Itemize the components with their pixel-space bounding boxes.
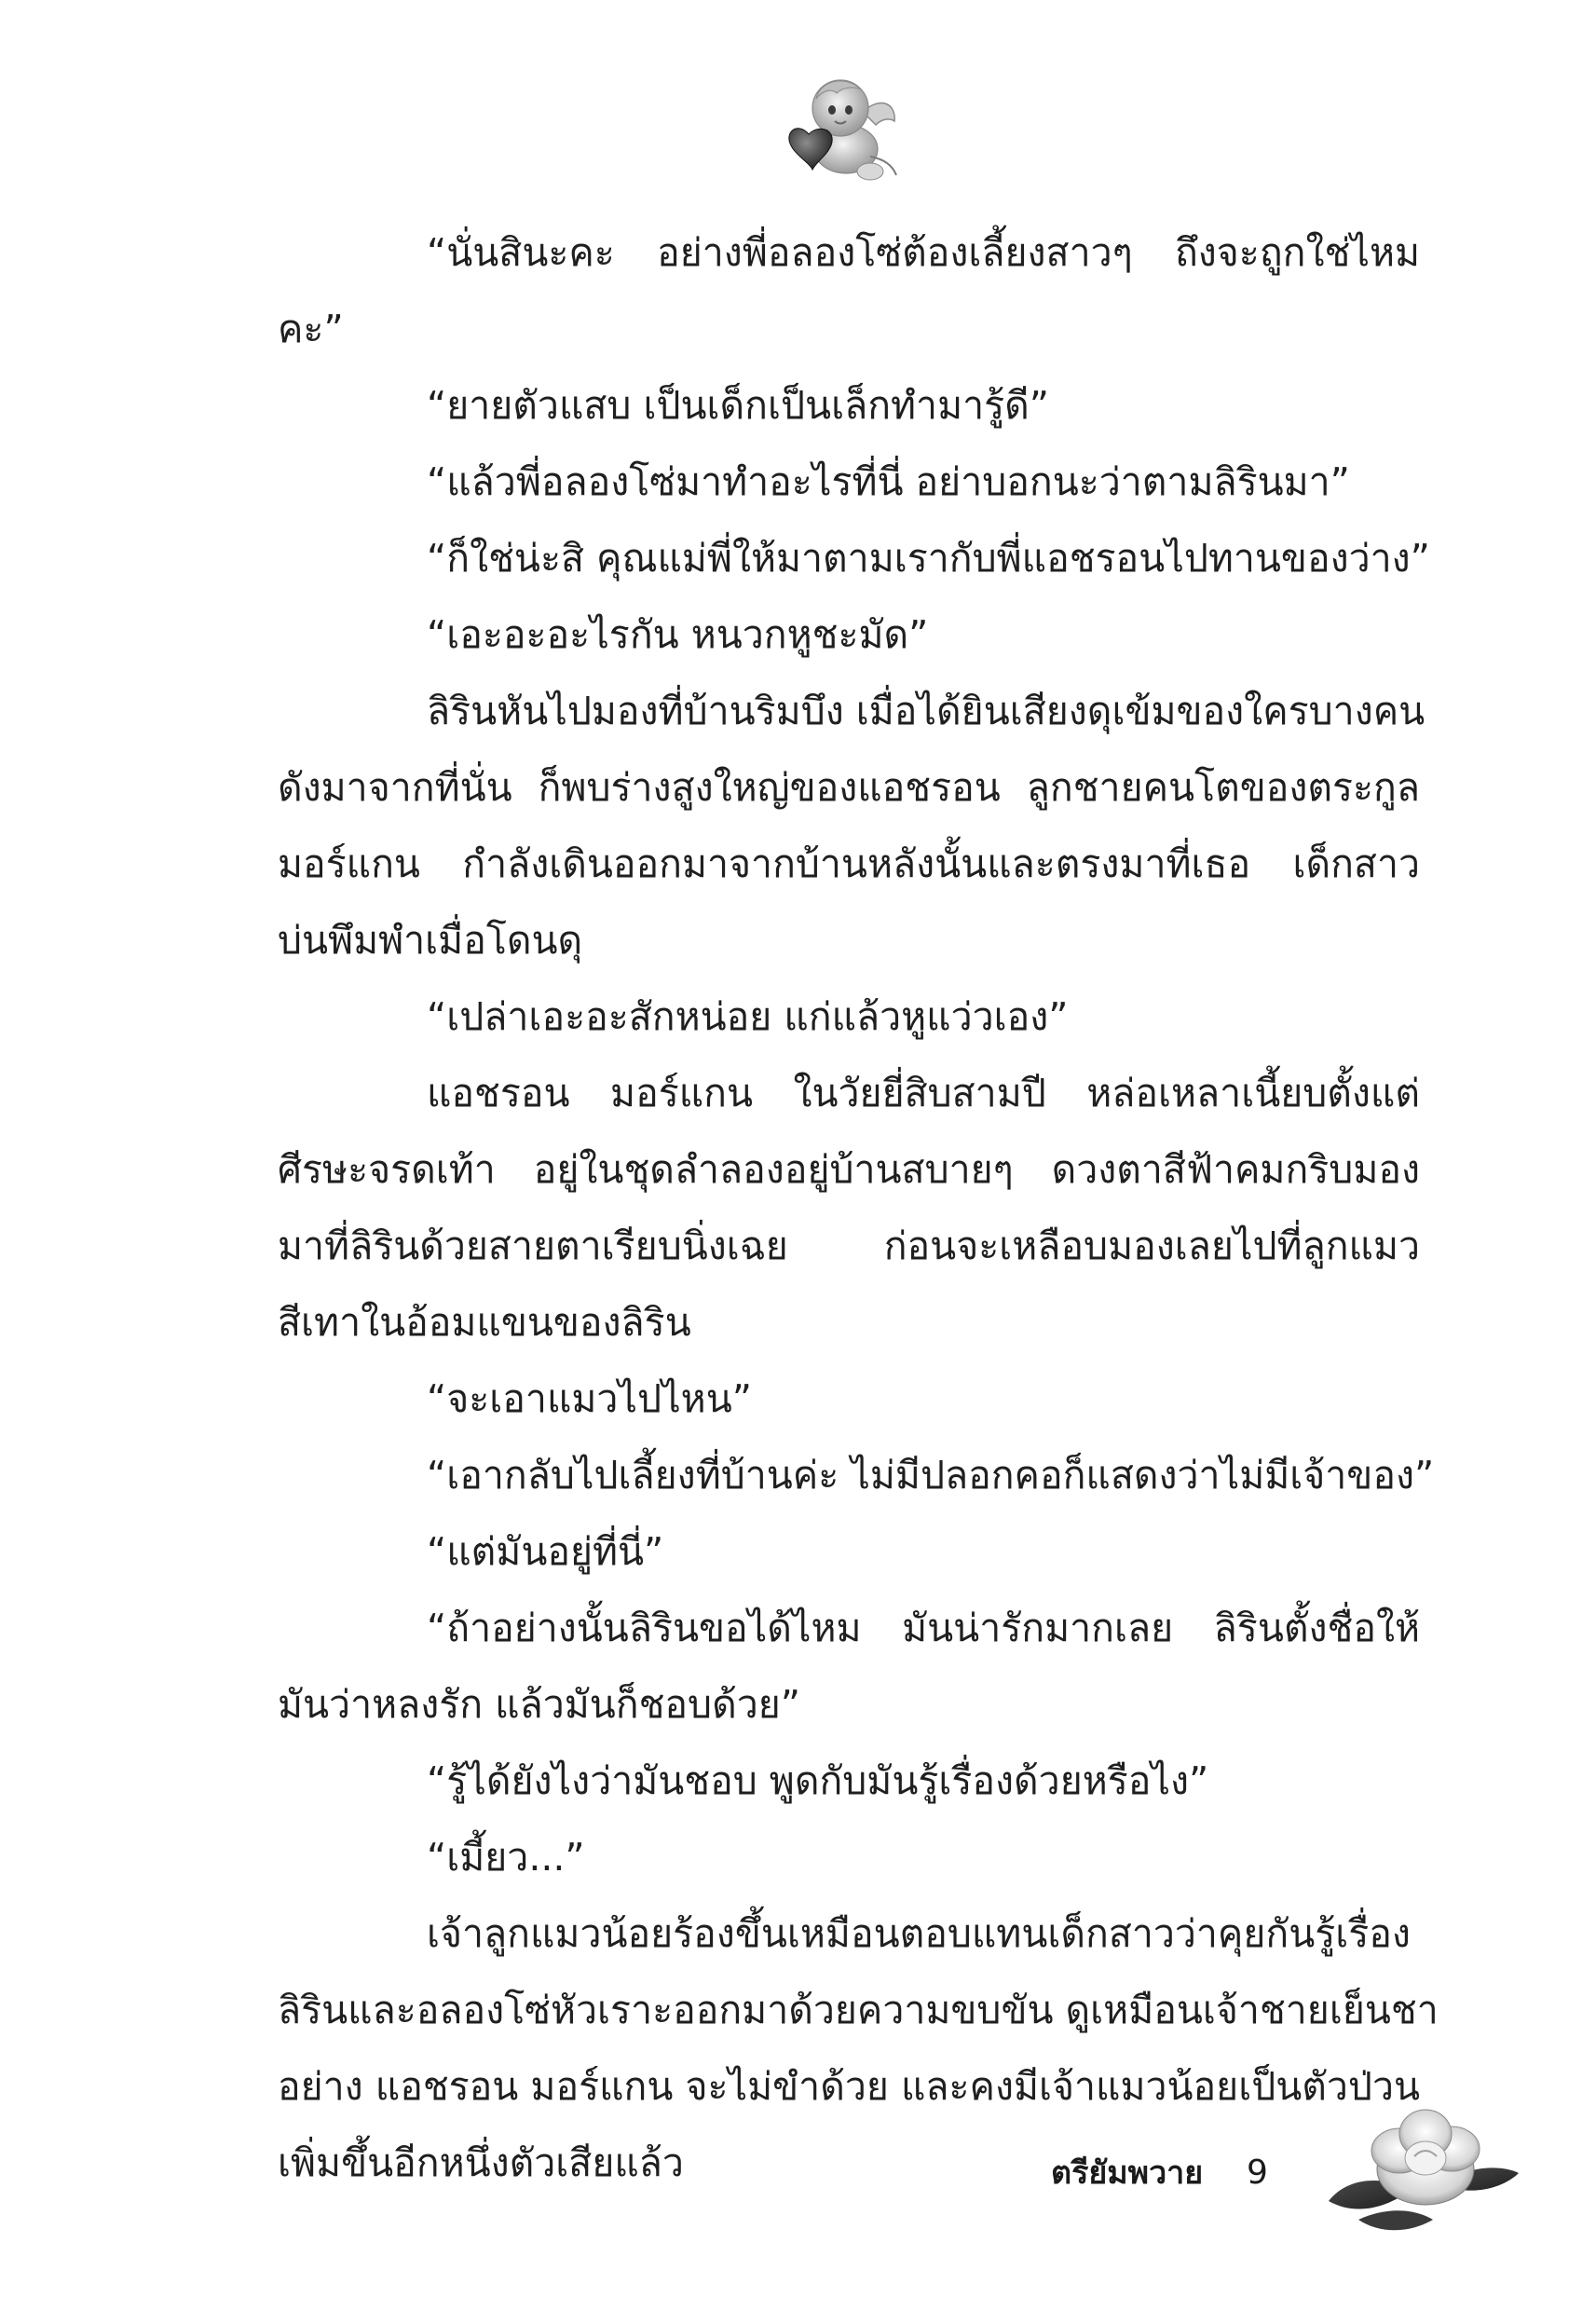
text-line: มาที่ลิรินด้วยสายตาเรียบนิ่งเฉย ก่อนจะเหลือบมองเลยไปที่ลูกแมว	[278, 1224, 1420, 1268]
text-line: สีเทาในอ้อมแขนของลิริน	[278, 1300, 691, 1345]
gardenia-flower-icon	[1321, 2097, 1521, 2236]
text-line: “เอากลับไปเลี้ยงที่บ้านค่ะ ไม่มีปลอกคอก็แสดงว่าไม่มีเจ้าของ”	[427, 1453, 1435, 1497]
text-line: “แล้วพี่อลองโซ่มาทำอะไรที่นี่ อย่าบอกนะว่าตามลิรินมา”	[427, 459, 1350, 504]
text-line: “ยายตัวแสบ เป็นเด็กเป็นเล็กทำมารู้ดี”	[427, 383, 1050, 428]
text-line: ลิรินและอลองโซ่หัวเราะออกมาด้วยความขบขัน ดูเหมือนเจ้าชายเย็นชา	[278, 1988, 1439, 2032]
text-line: อย่าง แอชรอน มอร์แกน จะไม่ขำด้วย และคงมีเจ้าแมวน้อยเป็นตัวป่วน	[278, 2064, 1420, 2109]
text-line: “เปล่าเอะอะสักหน่อย แก่แล้วหูแว่วเอง”	[427, 994, 1069, 1039]
text-line: “จะเอาแมวไปไหน”	[427, 1376, 752, 1421]
text-line: “ถ้าอย่างนั้นลิรินขอได้ไหม มันน่ารักมากเลย ลิรินตั้งชื่อให้	[427, 1606, 1420, 1650]
text-line: มอร์แกน กำลังเดินออกมาจากบ้านหลังนั้นและตรงมาที่เธอ เด็กสาว	[278, 841, 1420, 886]
text-line: มันว่าหลงรัก แล้วมันก็ชอบด้วย”	[278, 1682, 800, 1727]
text-line: แอชรอน มอร์แกน ในวัยยี่สิบสามปี หล่อเหลาเนี้ยบตั้งแต่	[427, 1071, 1420, 1115]
text-line: เจ้าลูกแมวน้อยร้องขึ้นเหมือนตอบแทนเด็กสาวว่าคุยกันรู้เรื่อง	[427, 1911, 1411, 1956]
text-line: ลิรินหันไปมองที่บ้านริมบึง เมื่อได้ยินเสียงดุเข้มของใครบางคน	[427, 689, 1425, 733]
text-line: “รู้ได้ยังไงว่ามันชอบ พูดกับมันรู้เรื่องด้วยหรือไง”	[427, 1758, 1209, 1803]
text-line: “ก็ใช่น่ะสิ คุณแม่พี่ให้มาตามเรากับพี่แอชรอนไปทานของว่าง”	[427, 536, 1430, 581]
text-line: เพิ่มขึ้นอีกหนึ่งตัวเสียแล้ว	[278, 2140, 684, 2185]
text-line: บ่นพึมพำเมื่อโดนดุ	[278, 918, 583, 963]
cherub-with-heart-icon	[781, 67, 902, 184]
text-line: “นั่นสินะคะ อย่างพี่อลองโซ่ต้องเลี้ยงสาวๆ ถึงจะถูกใช่ไหม	[427, 230, 1420, 275]
text-line: “เอะอะอะไรกัน หนวกหูชะมัด”	[427, 612, 929, 657]
text-line: “เมี้ยว...”	[427, 1835, 585, 1880]
footer-book-title: ตรียัมพวาย	[1051, 2154, 1204, 2192]
text-line: ดังมาจากที่นั่น ก็พบร่างสูงใหญ่ของแอชรอน ลูกชายคนโตของตระกูล	[278, 765, 1420, 810]
text-line: ศีรษะจรดเท้า อยู่ในชุดลำลองอยู่บ้านสบายๆ ดวงตาสีฟ้าคมกริบมอง	[278, 1147, 1420, 1192]
text-line: คะ”	[278, 307, 344, 351]
text-line: “แต่มันอยู่ที่นี่”	[427, 1529, 664, 1574]
page-number: 9	[1247, 2154, 1268, 2192]
